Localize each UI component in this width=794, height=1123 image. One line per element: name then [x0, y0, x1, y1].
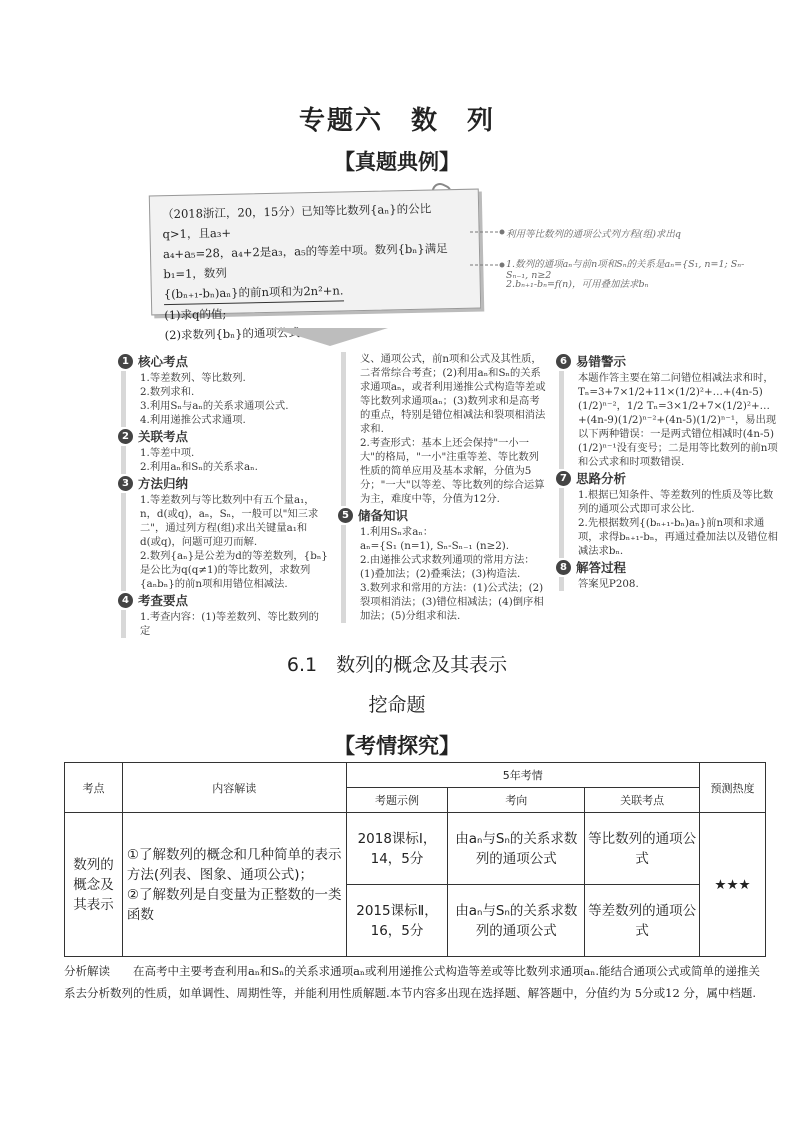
note-2: 1.数列的通项aₙ与前n项和Sₙ的关系是aₙ={S₁, n=1; Sₙ-Sₙ₋₁, n≥2 — [506, 259, 745, 281]
text-kaocha-cont: 义、通项公式，前n项和公式及其性质，二者常综合考查；(2)利用aₙ和Sₙ的关系求通项aₙ，或者利用递推公式构造等差或等比数列求通项aₙ；(3)数列求和是高考的重点，特别是错位相减法和裂项相消法求和. 2.考查形式：基本上还会保持"一小一大"的格局，"一小"注重等差、等比数列性质的简单应用及基本求解，分值为5分；"一大"以等差、等比数列的综合运算为主，难度中等，分值为12分. — [341, 352, 546, 506]
heading-yicuo: 6 易错警示 — [556, 354, 778, 369]
number-6-icon: 6 — [556, 354, 571, 369]
card-line-3: {(bₙ₊₁-bₙ)aₙ}的前n项和为2n²+n. — [164, 280, 344, 305]
cell-kaoxiang-1: 由aₙ与Sₙ的关系求数列的通项公式 — [448, 813, 585, 885]
number-3-icon: 3 — [118, 476, 133, 491]
heading-guanlian: 2 关联考点 — [118, 429, 328, 444]
cell-guanlian-1: 等比数列的通项公式 — [585, 813, 700, 885]
heading-jieda: 8 解答过程 — [556, 560, 778, 575]
text-fangfa: 1.等差数列与等比数列中有五个量a₁，n，d(或q)，aₙ，Sₙ，一般可以"知三求二"，通过列方程(组)求出关键量a₁和d(或q)，问题可迎刃而解. 2.数列{aₙ}是公差为d的等差数列，{bₙ}是公比为q(q≠1)的等比数列，求数列{aₙbₙ}的前n项和用错位相减法. — [121, 493, 328, 591]
heading-hexin: 1 核心考点 — [118, 354, 328, 369]
th-yuce: 预测热度 — [700, 763, 766, 813]
heading-chubei: 5 储备知识 — [338, 508, 546, 523]
analysis-paragraph: 分析解读 在高考中主要考查利用aₙ和Sₙ的关系求通项aₙ或利用递推公式构造等差或等比数列求通项aₙ.能结合通项公式或简单的递推关系去分析数列的性质，如单调性、周期性等，并能利用性质解题.本节内容多出现在选择题、解答题中，分值约为 5分或12 分，属中档题. — [64, 964, 760, 1000]
column-3 — [556, 352, 778, 591]
heading-silu: 7 思路分析 — [556, 471, 778, 486]
text-silu: 1.根据已知条件、等差数列的性质及等比数列的通项公式即可求公比. 2.先根据数列{(bₙ₊₁-bₙ)aₙ}前n项和求通项，求得bₙ₊₁-bₙ，再通过叠加法以及错位相减法求bₙ. — [559, 488, 778, 558]
exam-info-table — [64, 762, 766, 957]
number-8-icon: 8 — [556, 560, 571, 575]
column-1 — [118, 352, 328, 638]
cell-neirong: ①了解数列的概念和几种简单的表示方法(列表、图象、通项公式)； ②了解数列是自变量为正整数的一类函数 — [122, 813, 346, 957]
cell-shili-2: 2015课标Ⅱ，16，5分 — [346, 885, 448, 957]
cell-shili-1: 2018课标Ⅰ，14，5分 — [346, 813, 448, 885]
subsection-title: 6.1 数列的概念及其表示 — [286, 654, 508, 676]
text-jieda: 答案见P208. — [559, 577, 778, 591]
card-line-5: (2)求数列{bₙ}的通项公式. — [164, 325, 304, 343]
note-connector — [470, 220, 510, 290]
th-kaoxiang: 考向 — [448, 788, 585, 813]
th-neirong: 内容解读 — [122, 763, 346, 813]
number-4-icon: 4 — [118, 593, 133, 608]
note-1: 利用等比数列的通项公式列方程(组)求出q — [506, 229, 681, 240]
th-guanlian: 关联考点 — [585, 788, 700, 813]
card-line-1: （2018浙江，20，15分）已知等比数列{aₙ}的公比q>1，且a₃+ — [162, 201, 432, 242]
down-arrow-icon — [272, 328, 388, 346]
text-guanlian: 1.等差中项. 2.利用aₙ和Sₙ的关系求aₙ. — [121, 446, 328, 474]
cell-kaodian: 数列的概念及其表示 — [65, 813, 123, 957]
example-card — [149, 189, 481, 343]
card-line-2: a₄+a₅=28，a₄+2是a₃，a₅的等差中项。数列{bₙ}满足b₁=1，数列 — [162, 241, 448, 282]
cell-kaoxiang-2: 由aₙ与Sₙ的关系求数列的通项公式 — [448, 885, 585, 957]
number-7-icon: 7 — [556, 471, 571, 486]
text-hexin: 1.等差数列、等比数列. 2.数列求和. 3.利用Sₙ与aₙ的关系求通项公式. 4.利用递推公式求通项. — [121, 371, 328, 427]
note-3: 2.bₙ₊₁-bₙ=f(n)，可用叠加法求bₙ — [506, 279, 649, 290]
section-heading-zhenti: 【真题典例】 — [334, 150, 460, 174]
th-kaodian: 考点 — [65, 763, 123, 813]
section-heading-waming: 挖命题 — [368, 694, 426, 716]
number-5-icon: 5 — [338, 508, 353, 523]
text-chubei: 1.利用Sₙ求aₙ： aₙ={S₁ (n=1), Sₙ-Sₙ₋₁ (n≥2). 2.由递推公式求数列通项的常用方法：(1)叠加法；(2)叠乘法；(3)构造法. 3.数列求和常用的方法：(1)公式法；(2)裂项相消法；(3)错位相减法；(4)倒序相加法；(5)分组求和法. — [341, 525, 546, 623]
th-5year: 5年考情 — [346, 763, 699, 788]
th-shili: 考题示例 — [346, 788, 448, 813]
page-title: 专题六 数 列 — [298, 106, 495, 136]
cell-guanlian-2: 等差数列的通项公式 — [585, 885, 700, 957]
number-2-icon: 2 — [118, 429, 133, 444]
section-heading-kaoqing: 【考情探究】 — [334, 734, 460, 758]
text-kaocha: 1.考查内容：(1)等差数列、等比数列的定 — [121, 610, 328, 638]
cell-yuce: ★★★ — [700, 813, 766, 957]
number-1-icon: 1 — [118, 354, 133, 369]
heading-fangfa: 3 方法归纳 — [118, 476, 328, 491]
text-yicuo: 本题作答主要在第二问错位相减法求和时，Tₙ=3+7×1/2+11×(1/2)²+…+(4n-5)(1/2)ⁿ⁻²，1/2 Tₙ=3×1/2+7×(1/2)²+…+(4n-9)(1/2)ⁿ⁻²+(4n-5)(1/2)ⁿ⁻¹，易出现以下两种错误：一是两式错位相减时(4n-5)(1/2)ⁿ⁻¹没有变号；二是用等比数列的前n项和公式求和时项数错误. — [559, 371, 778, 469]
card-line-4: (1)求q的值; — [164, 306, 227, 323]
heading-kaocha: 4 考查要点 — [118, 593, 328, 608]
column-2 — [338, 352, 546, 623]
